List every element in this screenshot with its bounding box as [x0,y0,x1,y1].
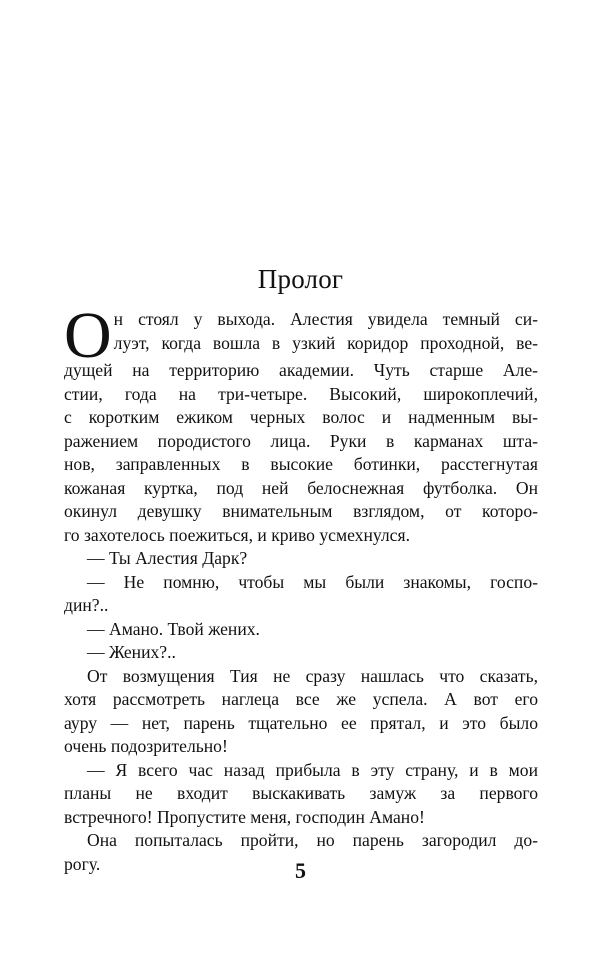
dialogue-line: — Я всего час назад прибыла в эту страну, и в мои [87,759,538,780]
dialogue-line: — Жених?.. [87,642,176,662]
dialogue-line: — Ты Алестия Дарк? [87,548,248,568]
drop-cap: О [64,299,112,372]
paragraph-start-line: От возмущения Тия не сразу нашлась что сказать, [87,665,538,686]
text-line: стии, года на три-четыре. Высокий, широкоплечий, [64,383,538,404]
text-line: кожаная куртка, под ней белоснежная футболка. Он [64,477,538,498]
text-line: луэт, когда вошла в узкий коридор проходной, ве- [113,332,538,353]
dialogue-line: — Не помню, чтобы мы были знакомы, госпо- [87,571,538,592]
page-number: 5 [295,858,306,883]
text-line: ауру — нет, парень тщательно ее прятал, и это было [64,712,538,733]
text-line: встречного! Пропустите меня, господин Амано! [64,806,425,827]
text-line: н стоял у выхода. Алестия увидела темный си- [113,309,538,329]
dialogue-line: — Амано. Твой жених. [87,618,260,639]
text-line: хотя рассмотреть наглеца все же успела. А вот его [64,689,538,709]
text-line: окинул девушку внимательным взглядом, от которо- [64,501,538,521]
text-line: дин?.. [64,595,109,615]
text-line: ражением породистого лица. Руки в карманах шта- [64,430,538,451]
text-line: го захотелось поежиться, и криво усмехнулся. [64,524,410,545]
text-line: с коротким ежиком черных волос и надменным вы- [64,407,538,427]
chapter-title: Пролог [257,264,344,294]
body-text [64,299,538,876]
text-line: рогу. [64,853,101,874]
text-line: планы не входит выскакивать замуж за первого [64,783,538,803]
text-line: нов, заправленных в высокие ботинки, расстегнутая [64,454,538,474]
text-line: очень подозрительно! [64,736,228,756]
text-line: дущей на территорию академии. Чуть старше Але- [64,360,538,380]
paragraph-start-line: Она попыталась пройти, но парень загородил до- [87,830,538,850]
